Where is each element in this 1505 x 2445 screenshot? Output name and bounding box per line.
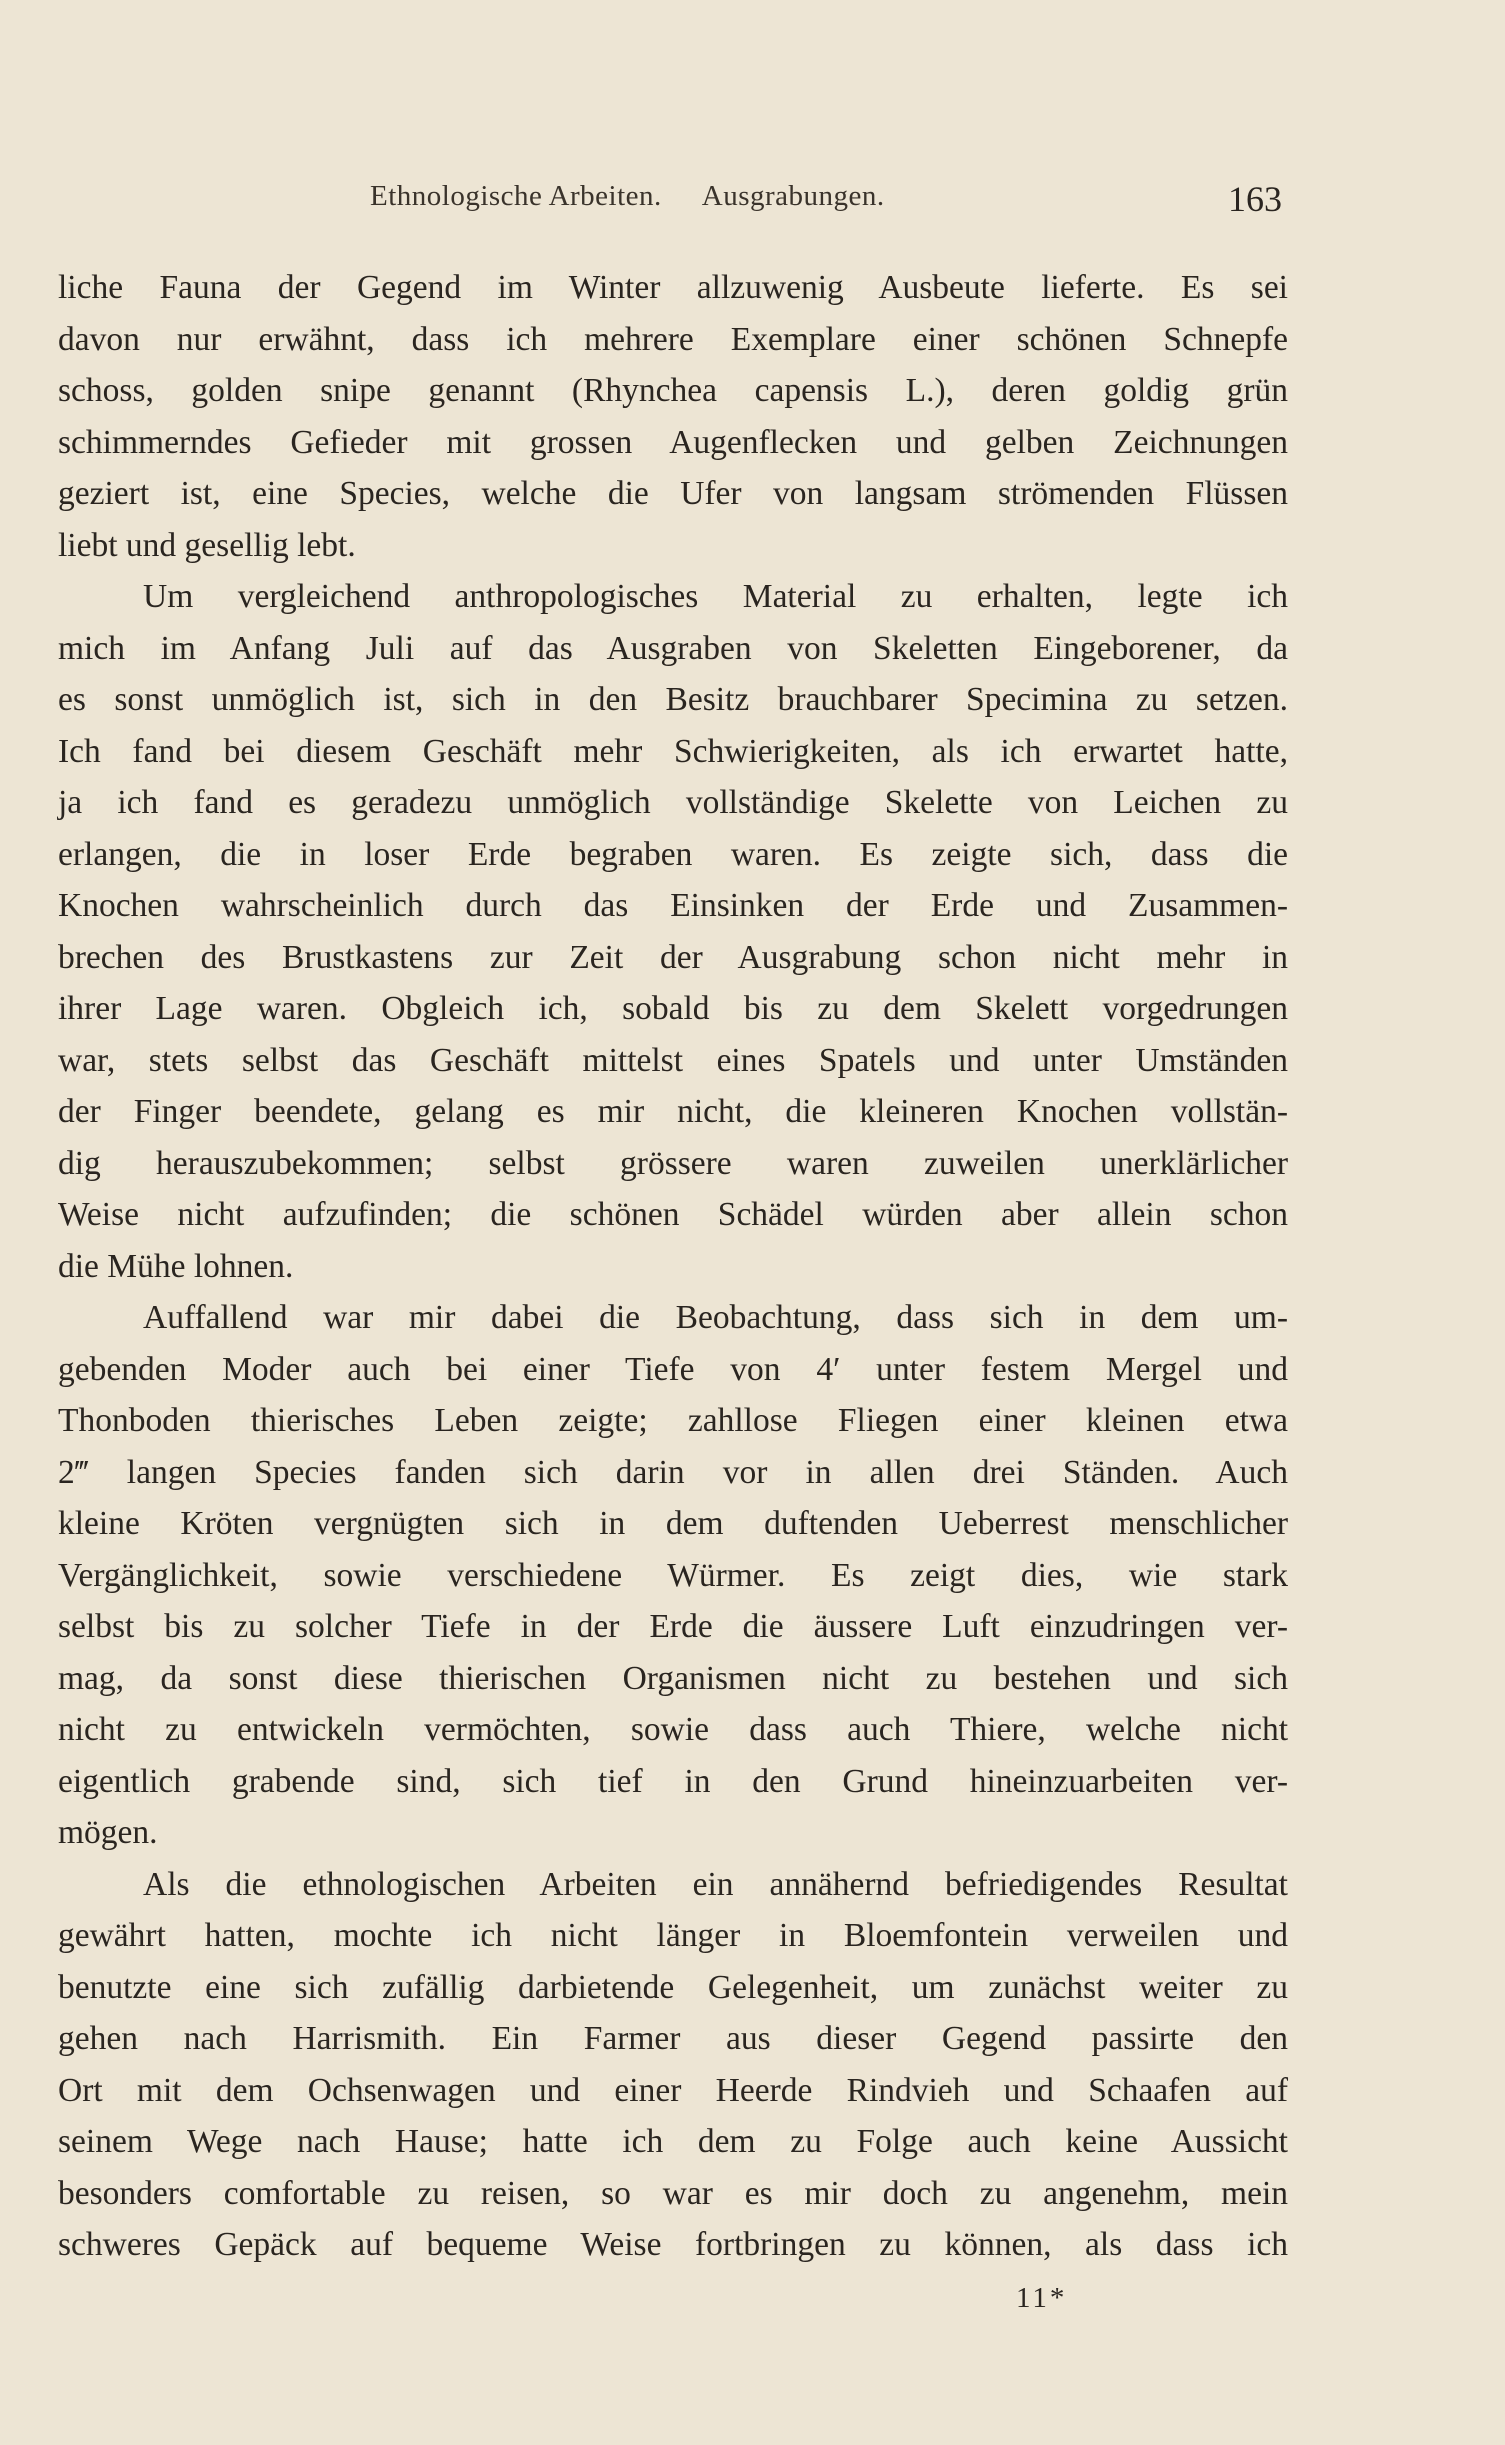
text-line: die Mühe lohnen. — [58, 1247, 294, 1285]
text-line: ja ich fand es geradezu unmöglich vollständige Skelette von Leichen zu — [58, 784, 1288, 821]
text-line: mag, da sonst diese thierischen Organismen nicht zu bestehen und sich — [58, 1659, 1288, 1697]
text-line: geziert ist, eine Species, welche die Ufer von langsam strömenden Flüssen — [58, 475, 1288, 512]
text-line: Weise nicht aufzufinden; die schönen Schädel würden aber allein schon — [58, 1196, 1288, 1233]
text-line: erlangen, die in loser Erde begraben waren. Es zeigte sich, dass die — [58, 835, 1288, 873]
text-line: selbst bis zu solcher Tiefe in der Erde die äussere Luft einzudringen ver- — [58, 1608, 1288, 1645]
text-line: nicht zu entwickeln vermöchten, sowie dass auch Thiere, welche nicht — [58, 1711, 1288, 1748]
text-line: schimmerndes Gefieder mit grossen Augenflecken und gelben Zeichnungen — [58, 423, 1288, 461]
text-line: Ich fand bei diesem Geschäft mehr Schwierigkeiten, als ich erwartet hatte, — [58, 732, 1288, 770]
text-line: es sonst unmöglich ist, sich in den Besitz brauchbarer Specimina zu setzen. — [58, 681, 1288, 718]
text-line: Ort mit dem Ochsenwagen und einer Heerde Rindvieh und Schaafen auf — [58, 2071, 1288, 2109]
text-line: gebenden Moder auch bei einer Tiefe von 4′ unter festem Mergel und — [58, 1350, 1288, 1388]
text-line: mögen. — [58, 1814, 158, 1851]
page-number: 163 — [1228, 179, 1282, 219]
text-line: besonders comfortable zu reisen, so war es mir doch zu angenehm, mein — [58, 2174, 1288, 2212]
running-head — [370, 180, 885, 213]
text-line: dig herauszubekommen; selbst grössere waren zuweilen unerklärlicher — [58, 1144, 1288, 1182]
text-line: schoss, golden snipe genannt (Rhynchea capensis L.), deren goldig grün — [58, 372, 1288, 409]
text-line: 2‴ langen Species fanden sich darin vor in allen drei Ständen. Auch — [58, 1453, 1288, 1491]
text-line: Als die ethnologischen Arbeiten ein annähernd befriedigendes Resultat — [143, 1865, 1288, 1903]
text-line: gehen nach Harrismith. Ein Farmer aus dieser Gegend passirte den — [58, 2020, 1288, 2057]
text-line: Auffallend war mir dabei die Beobachtung, dass sich in dem um- — [143, 1299, 1288, 1336]
running-head-left: Ethnologische Arbeiten. — [370, 180, 662, 212]
text-line: Vergänglichkeit, sowie verschiedene Würmer. Es zeigt dies, wie stark — [58, 1556, 1288, 1594]
text-line: seinem Wege nach Hause; hatte ich dem zu Folge auch keine Aussicht — [58, 2123, 1288, 2160]
text-line: Thonboden thierisches Leben zeigte; zahllose Fliegen einer kleinen etwa — [58, 1402, 1288, 1439]
text-line: liche Fauna der Gegend im Winter allzuwenig Ausbeute lieferte. Es sei — [58, 269, 1288, 306]
text-line: ihrer Lage waren. Obgleich ich, sobald bis zu dem Skelett vorgedrungen — [58, 990, 1288, 1027]
text-line: war, stets selbst das Geschäft mittelst eines Spatels und unter Umständen — [58, 1041, 1288, 1079]
text-line: mich im Anfang Juli auf das Ausgraben von Skeletten Eingeborener, da — [58, 629, 1288, 667]
text-line: liebt und gesellig lebt. — [58, 526, 356, 564]
text-line: Knochen wahrscheinlich durch das Einsinken der Erde und Zusammen- — [58, 887, 1288, 924]
signature-mark: 11* — [1016, 2282, 1068, 2314]
text-line: kleine Kröten vergnügten sich in dem duftenden Ueberrest menschlicher — [58, 1505, 1288, 1542]
text-line: eigentlich grabende sind, sich tief in den Grund hineinzuarbeiten ver- — [58, 1762, 1288, 1800]
text-line: Um vergleichend anthropologisches Material zu erhalten, legte ich — [143, 578, 1288, 615]
text-line: davon nur erwähnt, dass ich mehrere Exemplare einer schönen Schnepfe — [58, 320, 1288, 358]
text-line: benutzte eine sich zufällig darbietende Gelegenheit, um zunächst weiter zu — [58, 1968, 1288, 2006]
text-line: schweres Gepäck auf bequeme Weise fortbringen zu können, als dass ich — [58, 2226, 1288, 2263]
running-head-right: Ausgrabungen. — [701, 180, 885, 212]
body-text — [58, 262, 1288, 2271]
text-line: der Finger beendete, gelang es mir nicht, die kleineren Knochen vollstän- — [58, 1093, 1288, 1130]
text-line: brechen des Brustkastens zur Zeit der Ausgrabung schon nicht mehr in — [58, 938, 1288, 976]
text-line: gewährt hatten, mochte ich nicht länger in Bloemfontein verweilen und — [58, 1917, 1288, 1954]
